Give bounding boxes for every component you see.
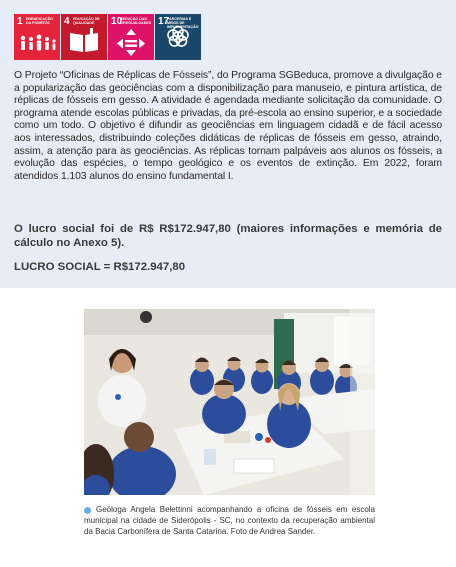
workshop-photo — [84, 309, 375, 495]
sdg-number: 10 — [111, 16, 123, 27]
photo-caption: Geóloga Angela Belettinni acompanhando a oficina de fósseis em escola municipal na cidade de Siderópolis - SC, no contexto da recuperação ambiental da Bacia Carbonífera de Santa Catarina. Foto de Andrea Sander. — [84, 505, 375, 536]
sdg-icon-row — [14, 14, 201, 60]
sdg-label: REDUÇÃO DAS DESIGUALDADES — [120, 17, 152, 26]
sdg-10-tile — [108, 14, 154, 60]
sdg-number: 17 — [158, 16, 170, 27]
sdg-label: ERRADICAÇÃO DA POBREZA — [26, 17, 53, 26]
sdg-4-tile — [61, 14, 107, 60]
caption-bullet-icon — [84, 507, 91, 514]
social-profit-note: O lucro social foi de R$ R$172.947,80 (maiores informações e memória de cálculo no Anexo 5). — [14, 223, 442, 250]
sdg-number: 1 — [17, 16, 23, 27]
social-profit-total: LUCRO SOCIAL = R$172.947,80 — [14, 261, 186, 273]
sdg-label: EDUCAÇÃO DE QUALIDADE — [73, 17, 100, 26]
photo-caption-block — [84, 504, 375, 537]
sdg-17-tile — [155, 14, 201, 60]
sdg-1-tile — [14, 14, 60, 60]
project-description: O Projeto “Oficinas de Réplicas de Fósseis”, do Programa SGBeduca, promove a divulgação e a popularização das geociências com a disponibilização para manuseio, e pintura artística, de réplicas de fósseis em gesso. A atividade é agendada mediante solicitação da comunidade. O programa atende escolas públicas e privadas, da pré-escola ao ensino superior, e a sociedade como um todo. O objetivo é difundir as geociências em linguagem cidadã e de fácil acesso aos interessados, distribuindo coleções didáticas de réplicas de fósseis em gesso, atraindo, assim, a atenção para as geociências. As réplicas tornam palpáveis aos alunos os fósseis, a evolução das espécies, o tempo geológico e os eventos de extinção. Em 2022, foram atendidos 1.103 alunos do ensino fundamental I. — [14, 70, 442, 182]
sdg-number: 4 — [64, 16, 70, 27]
sdg-label: PARCERIAS E MEIOS DE IMPLEMENTAÇÃO — [167, 17, 199, 30]
